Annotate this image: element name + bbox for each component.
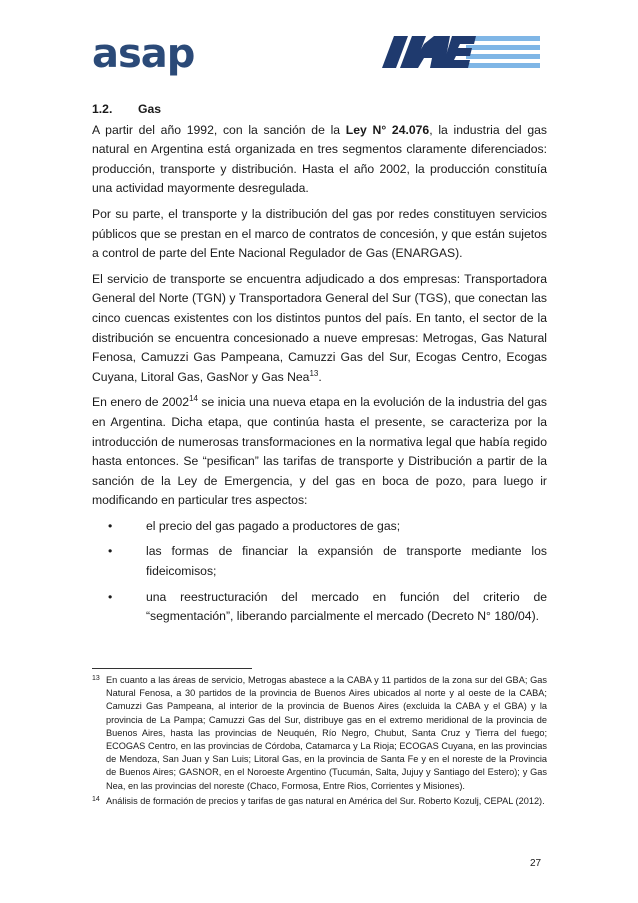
page-number: 27 bbox=[530, 858, 542, 869]
footnote-ref-13[interactable]: 13 bbox=[309, 368, 319, 378]
bullet-icon: • bbox=[108, 518, 113, 533]
list-item bbox=[108, 517, 547, 537]
asap-logo: asap bbox=[92, 31, 195, 77]
bullet-icon: • bbox=[108, 589, 113, 604]
paragraph-3-text: El servicio de transporte se encuentra adjudicado a dos empresas: Transportadora General del Norte (TGN) y Transportadora General del Sur (TGS), que conectan las cinco cuencas existentes con los distintos puntos del país. En tanto, el sector de la distribución se encuentra concesionado a nueve empresas: Metrogas, Gas Natural Fenosa, Camuzzi Gas Pampeana, Camuzzi Gas del Sur, Ecogas Centro, Ecogas Cuyana, Litoral Gas, GasNor y Gas Nea bbox=[92, 271, 547, 384]
section-number: 1.2. bbox=[92, 102, 113, 116]
footnote-divider bbox=[92, 668, 252, 669]
list-item bbox=[108, 542, 547, 581]
footnote-number: 14 bbox=[92, 795, 100, 803]
bullet-list bbox=[92, 517, 547, 627]
paragraph-3-end: . bbox=[318, 369, 322, 384]
list-item-text: una reestructuración del mercado en función del criterio de “segmentación”, liberando parcialmente el mercado (Decreto N° 180/04). bbox=[146, 589, 547, 624]
main-content bbox=[92, 100, 547, 633]
footnotes bbox=[92, 674, 547, 810]
footnote-number: 13 bbox=[92, 675, 100, 682]
footnote-text: Análisis de formación de precios y tarifas de gas natural en América del Sur. Roberto Kozulj, CEPAL (2012). bbox=[106, 795, 545, 806]
section-heading bbox=[92, 100, 547, 120]
law-reference: Ley N° 24.076 bbox=[345, 122, 430, 137]
footnote-13 bbox=[92, 674, 547, 793]
paragraph-1 bbox=[92, 121, 547, 199]
list-item-text: las formas de financiar la expansión de transporte mediante los fideicomisos; bbox=[146, 544, 547, 579]
bullet-icon: • bbox=[108, 544, 113, 559]
paragraph-4 bbox=[92, 393, 547, 511]
paragraph-4-text: se inicia una nueva etapa en la evolución de la industria del gas en Argentina. Dicha etapa, que continúa hasta el presente, se caracteriza por la introducción de numerosas transformaciones en la normativa legal que había regido hasta entonces. Se “pesifican” las tarifas de transporte y Distribución a partir de la sanción de la Ley de Emergencia, y del gas en boca de pozo, para luego ir modificando en particular tres aspectos: bbox=[92, 395, 547, 508]
iae-logo-icon bbox=[380, 36, 540, 68]
paragraph-2: Por su parte, el transporte y la distribución del gas por redes constituyen servicios públicos que se prestan en el marco de contratos de concesión, y que están sujetos a control de parte del Ente Nacional Regulador de Gas (ENARGAS). bbox=[92, 206, 547, 261]
footnote-ref-14[interactable]: 14 bbox=[189, 394, 198, 404]
paragraph-1-text-b: , la industria del gas natural en Argentina está organizada en tres segmentos claramente diferenciados: producción, transporte y distribución. Hasta el año 2002, la producción constituía una actividad mayormente desregulada. bbox=[92, 122, 547, 196]
paragraph-4-start: En enero de 2002 bbox=[92, 395, 190, 410]
section-title: Gas bbox=[138, 102, 162, 116]
footnote-text: En cuanto a las áreas de servicio, Metrogas abastece a la CABA y 11 partidos de la zona sur del GBA; Gas Natural Fenosa, a 30 partidos de la provincia de Buenos Aires ubicados al norte y al oeste de la CABA; Camuzzi Gas Pampeana, al interior de la provincia de Buenos Aires (excluida la CABA y el GBA) y la provincia de La Pampa; Camuzzi Gas del Sur, distribuye gas en el extremo meridional de la provincia de Buenos Aires, hasta las provincias de Neuquén, Río Negro, Chubut, Santa Cruz y Tierra del fuego; ECOGAS Centro, en las provincias de Córdoba, Catamarca y La Rioja; ECOGAS Cuyana, en las provincias de Mendoza, San Juan y San Luis; Litoral Gas, en la provincia de Santa Fe y en el noreste de la Provincia de Buenos Aires; GASNOR, en el Noroeste Argentino (Tucumán, Salta, Jujuy y Santiago del Estero); y Gas Nea, en las provincias del noreste (Chaco, Formosa, Entre Rios, Corrientes y Misiones). bbox=[106, 675, 547, 791]
list-item-text: el precio del gas pagado a productores de gas; bbox=[146, 518, 401, 533]
footnote-14 bbox=[92, 795, 547, 808]
paragraph-1-text-a: A partir del año 1992, con la sanción de la bbox=[92, 122, 346, 137]
list-item bbox=[108, 588, 547, 627]
paragraph-3 bbox=[92, 270, 547, 388]
